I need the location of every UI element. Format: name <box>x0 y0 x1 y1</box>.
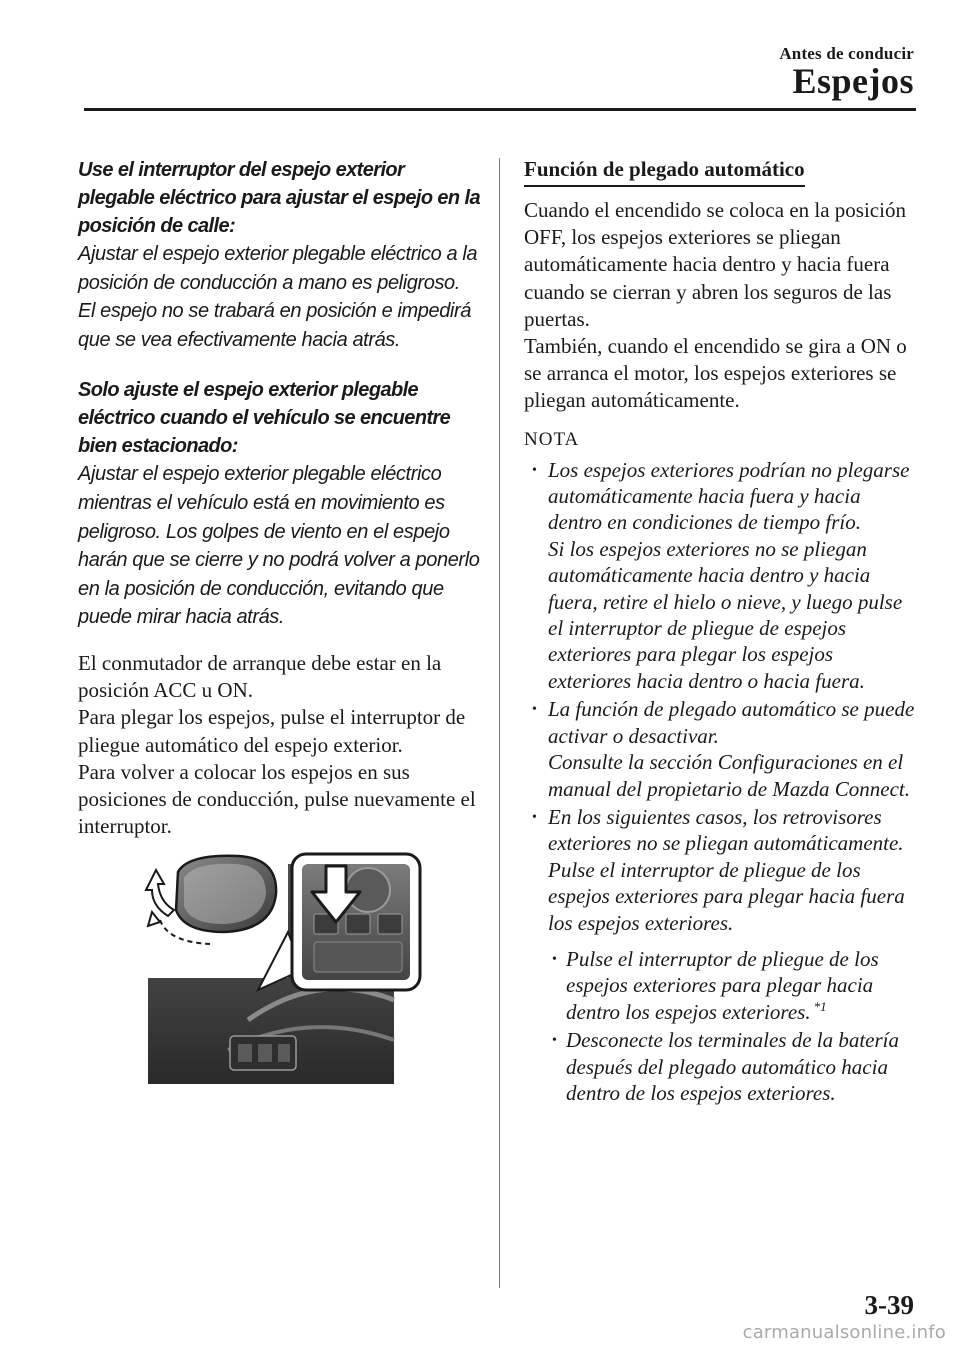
note-sub-text-content: Pulse el interruptor de pliegue de los espejos exteriores para plegar hacia dentro los espejos exteriores. <box>566 946 879 1024</box>
note-text: • La función de plegado automático se puede activar o desactivar. <box>548 697 915 748</box>
note-label: NOTA <box>524 428 580 450</box>
page-title: Espejos <box>792 61 914 101</box>
instruction-paragraph: Para plegar los espejos, pulse el interruptor de pliegue automático del espejo exterior. <box>78 705 466 757</box>
instructions <box>78 650 482 840</box>
note-sub-list <box>548 946 916 1106</box>
header-section-label: Antes de conducir <box>779 44 914 63</box>
section-paragraph: También, cuando el encendido se gira a ON o se arranca el motor, los espejos exteriores se pliegan automáticamente. <box>524 334 907 413</box>
note-sub-text <box>566 946 916 1025</box>
note-text: Consulte la sección Configuraciones en el manual del propietario de Mazda Connect. <box>548 750 911 801</box>
instruction-paragraph: Para volver a colocar los espejos en sus posiciones de conducción, pulse nuevamente el interruptor. <box>78 759 476 839</box>
warning-block <box>78 156 482 354</box>
warning-body: Ajustar el espejo exterior plegable eléctrico a la posición de conducción a mano es peligroso. El espejo no se trabará en posición e impedirá que se vea efectivamente hacia atrás. <box>78 243 478 351</box>
note-item <box>524 804 916 1106</box>
note-sub-item <box>548 946 916 1025</box>
note-text: • Los espejos exteriores podrían no plegarse automáticamente hacia fuera y hacia dentro en condiciones de tiempo frío. <box>548 457 910 535</box>
header-rule <box>84 108 916 111</box>
warning-body: Ajustar el espejo exterior plegable eléctrico mientras el vehículo está en movimiento es peligroso. Los golpes de viento en el espejo harán que se cierre y no podrá volver a ponerlo en la posición de conducción, evitando que puede mirar hacia atrás. <box>78 463 480 629</box>
mirror-switch-illustration <box>138 850 424 1084</box>
section-title: Función de plegado automático <box>524 156 805 187</box>
warning-block <box>78 376 482 632</box>
footnote-marker: *1 <box>813 998 827 1014</box>
note-list <box>524 457 916 1107</box>
warning-heading: Use el interruptor del espejo exterior plegable eléctrico para ajustar el espejo en la posición de calle: <box>78 159 480 237</box>
note-text: Si los espejos exteriores no se pliegan automáticamente hacia dentro y hacia fuera, retire el hielo o nieve, y luego pulse el interruptor de pliegue de espejos exteriores para plegar los espejos exteriores hacia dentro o hacia fuera. <box>548 536 903 693</box>
page-number: 3-39 <box>864 1290 914 1320</box>
column-divider <box>499 158 500 1288</box>
illustration-svg <box>138 850 424 1084</box>
instruction-paragraph: El conmutador de arranque debe estar en la posición ACC u ON. <box>78 650 442 703</box>
note-text: • En los siguientes casos, los retrovisores exteriores no se pliegan automáticamente. Pulse el interruptor de pliegue de los espejos exteriores para plegar hacia fuera los espejos exteriores. <box>548 804 905 935</box>
note-sub-text: • Desconecte los terminales de la batería después del plegado automático hacia dentro de los espejos exteriores. <box>566 1028 900 1105</box>
left-column <box>78 156 482 1084</box>
right-column <box>524 156 916 1108</box>
note-item <box>524 696 916 802</box>
warning-heading: Solo ajuste el espejo exterior plegable eléctrico cuando el vehículo se encuentre bien estacionado: <box>78 379 451 458</box>
note-sub-item <box>548 1027 916 1106</box>
watermark: carmanualsonline.info <box>742 1322 946 1343</box>
section-paragraph: Cuando el encendido se coloca en la posición OFF, los espejos exteriores se pliegan automáticamente hacia dentro y hacia fuera cuando se cierran y abren los seguros de las puertas. <box>524 198 906 331</box>
note-item <box>524 457 916 695</box>
